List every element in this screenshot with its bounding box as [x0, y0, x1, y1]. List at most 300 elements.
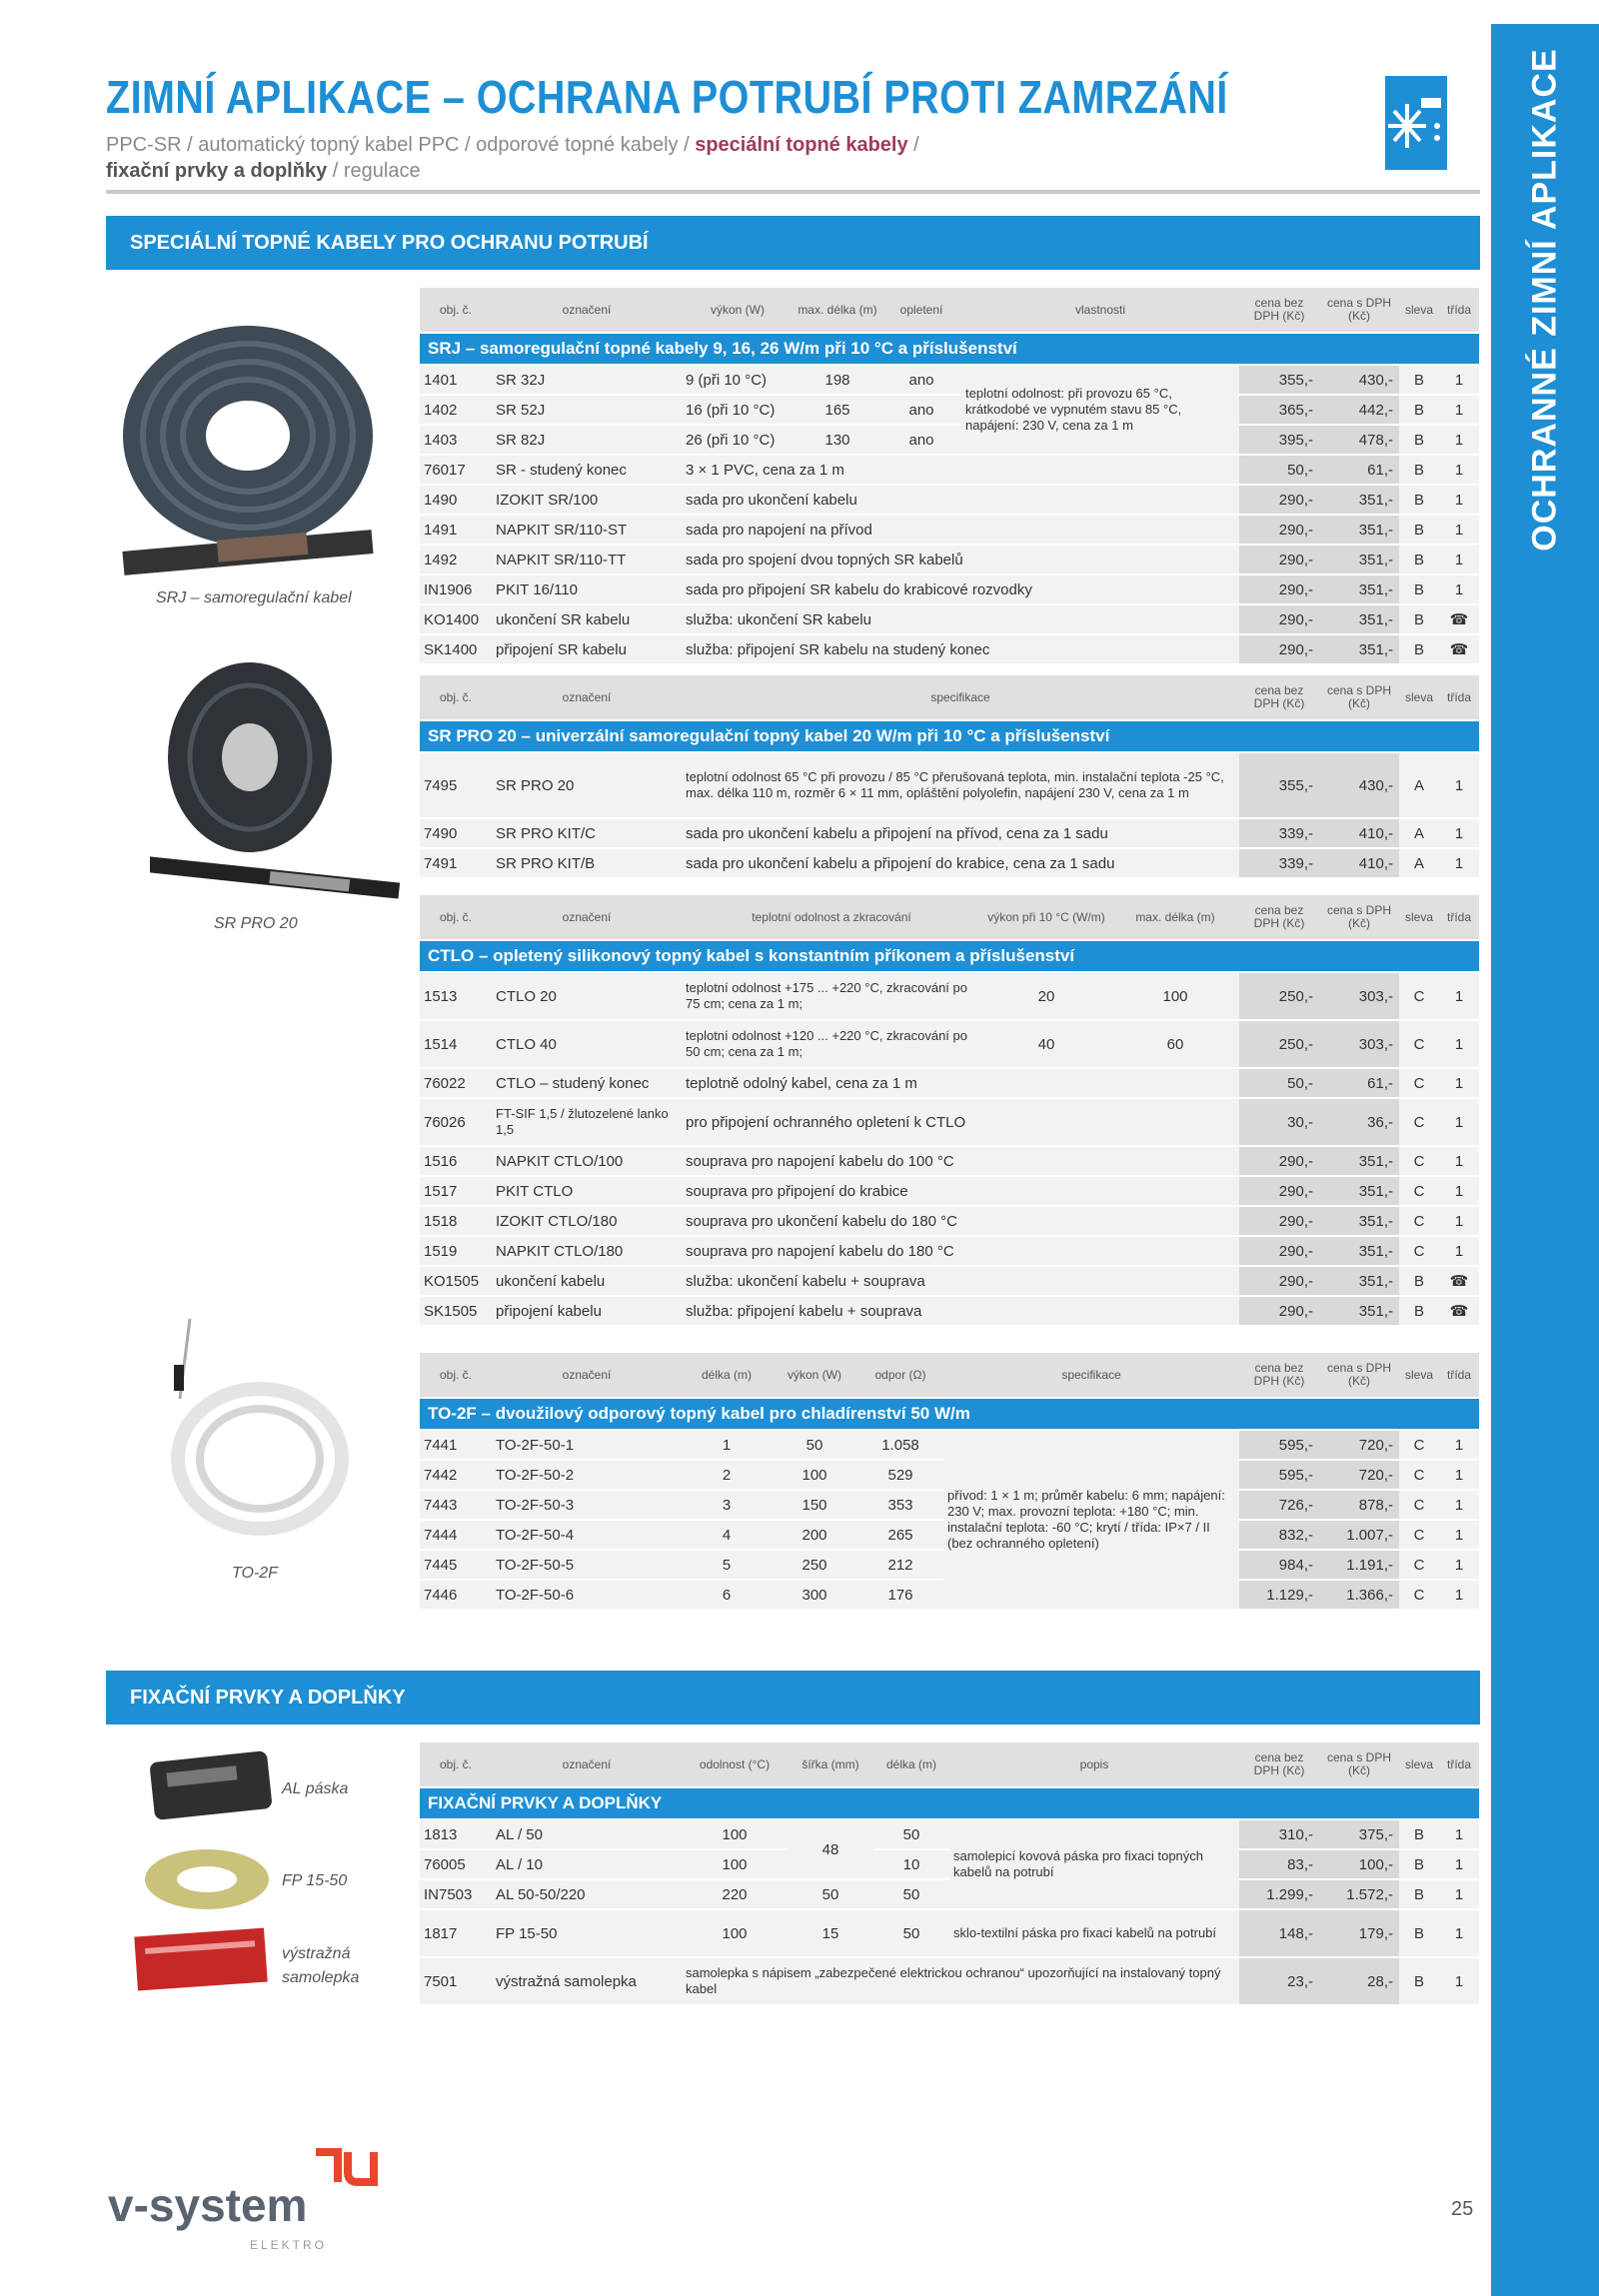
spec-cell: přívod: 1 × 1 m; průměr kabelu: 6 mm; napájení: 230 V; max. provozní teplota: +180 °C; min. instalační teplota: -60 °C; krytí / třída: IP×7 / II (bez ochranného opletení) [943, 1430, 1239, 1610]
obj-cell: SK1505 [420, 1296, 492, 1326]
price-cell: 83,- [1239, 1849, 1319, 1879]
discount-cell: C [1399, 1520, 1439, 1550]
power-cell: 200 [772, 1520, 857, 1550]
width-cell: 15 [788, 1909, 873, 1957]
length-cell: 6 [682, 1580, 772, 1610]
class-cell: 1 [1439, 1430, 1479, 1460]
obj-cell: 7443 [420, 1490, 492, 1520]
price-vat-cell: 61,- [1319, 455, 1399, 485]
breadcrumb-part[interactable]: fixační prvky a doplňky [106, 160, 328, 182]
caption-line: výstražná [282, 1945, 351, 1962]
discount-cell: A [1399, 818, 1439, 848]
obj-cell: 1513 [420, 972, 492, 1020]
price-vat-cell: 351,- [1319, 1146, 1399, 1176]
price-cell: 290,- [1239, 1206, 1319, 1236]
obj-cell: 1403 [420, 425, 492, 455]
obj-cell: IN7503 [420, 1879, 492, 1909]
col-header: třída [1439, 1742, 1479, 1787]
length-cell: 198 [794, 365, 881, 395]
col-header: obj. č. [420, 675, 492, 720]
price-vat-cell: 1.366,- [1319, 1580, 1399, 1610]
name-cell: SR 82J [492, 425, 682, 455]
price-cell: 290,- [1239, 634, 1319, 664]
page-number: 25 [1451, 2198, 1474, 2220]
to2f-table [420, 1353, 1479, 1611]
discount-cell: C [1399, 1430, 1439, 1460]
col-header: popis [949, 1742, 1239, 1787]
name-cell: TO-2F-50-2 [492, 1460, 682, 1490]
col-header: odpor (Ω) [857, 1353, 943, 1398]
price-vat-cell: 720,- [1319, 1430, 1399, 1460]
sidebar-title: OCHRANNÉ ZIMNÍ APLIKACE [1525, 48, 1564, 552]
discount-cell: C [1399, 1206, 1439, 1236]
desc-cell: samolepka s nápisem „zabezpečené elektrickou ochranou“ upozorňující na instalovaný topný kabel [682, 1957, 1239, 2005]
breadcrumb-part[interactable]: / regulace [327, 160, 421, 182]
breadcrumb-sep: / [907, 134, 919, 156]
name-cell: SR PRO 20 [492, 752, 682, 818]
breadcrumb [106, 132, 1005, 184]
price-cell: 250,- [1239, 972, 1319, 1020]
spec-cell: teplotní odolnost 65 °C při provozu / 85 °C přerušovaná teplota, min. instalační teplota -25 °C, max. délka 110 m, rozměr 6 × 11 mm, opláštění polyolefin, napájení 230 V, cena za 1 m [682, 752, 1239, 818]
logo-mark-icon [308, 2142, 388, 2188]
title-divider [106, 190, 1480, 194]
class-cell: 1 [1439, 1580, 1479, 1610]
col-header: odolnost (°C) [682, 1742, 788, 1787]
length-cell: 130 [794, 425, 881, 455]
properties-cell: teplotní odolnost: při provozu 65 °C, krátkodobé ve vypnutém stavu 85 °C, napájení: 230 V, cena za 1 m [961, 365, 1239, 455]
warning-sticker-image [132, 1926, 272, 1992]
price-cell: 290,- [1239, 515, 1319, 545]
obj-cell: 1518 [420, 1206, 492, 1236]
obj-cell: 7501 [420, 1957, 492, 2005]
col-header: sleva [1399, 288, 1439, 333]
col-header: třída [1439, 1353, 1479, 1398]
class-cell: 1 [1439, 365, 1479, 395]
col-header: cena bez DPH (Kč) [1239, 1742, 1319, 1787]
image-caption: SR PRO 20 [214, 915, 298, 932]
price-cell: 339,- [1239, 848, 1319, 878]
price-vat-cell: 410,- [1319, 818, 1399, 848]
desc-cell: služba: připojení SR kabelu na studený konec [682, 634, 1239, 664]
desc-cell: sada pro ukončení kabelu [682, 485, 1239, 515]
col-header: sleva [1399, 895, 1439, 940]
resistance-cell: 353 [857, 1490, 943, 1520]
resistance-cell: 265 [857, 1520, 943, 1550]
price-cell: 832,- [1239, 1520, 1319, 1550]
col-header: cena s DPH (Kč) [1319, 1353, 1399, 1398]
spec-cell: sada pro ukončení kabelu a připojení na přívod, cena za 1 sadu [682, 818, 1239, 848]
phone-icon: ☎ [1439, 1296, 1479, 1326]
srj-cable-image [118, 316, 398, 595]
length-cell: 165 [794, 395, 881, 425]
name-cell: AL / 50 [492, 1819, 682, 1849]
name-cell: CTLO 20 [492, 972, 682, 1020]
resistance-cell: 529 [857, 1460, 943, 1490]
class-cell: 1 [1439, 1957, 1479, 2005]
obj-cell: 1492 [420, 545, 492, 574]
col-header: označení [492, 675, 682, 720]
name-cell: SR PRO KIT/C [492, 818, 682, 848]
obj-cell: 7445 [420, 1550, 492, 1580]
image-caption: FP 15-50 [282, 1872, 348, 1889]
image-caption: AL páska [282, 1780, 349, 1797]
class-cell: 1 [1439, 1236, 1479, 1266]
price-vat-cell: 351,- [1319, 1236, 1399, 1266]
col-header: šířka (mm) [788, 1742, 873, 1787]
desc-cell: sklo-textilní páska pro fixaci kabelů na potrubí [949, 1909, 1239, 1957]
resistance-cell: 212 [857, 1550, 943, 1580]
braid-cell: ano [881, 395, 961, 425]
discount-cell: B [1399, 1266, 1439, 1296]
desc-cell: 3 × 1 PVC, cena za 1 m [682, 455, 1239, 485]
col-header: označení [492, 288, 682, 333]
price-cell: 365,- [1239, 395, 1319, 425]
length-cell: 50 [873, 1879, 949, 1909]
discount-cell: C [1399, 1020, 1439, 1068]
class-cell: 1 [1439, 425, 1479, 455]
col-header: obj. č. [420, 1742, 492, 1787]
class-cell: 1 [1439, 818, 1479, 848]
obj-cell: KO1400 [420, 604, 492, 634]
srpro-cable-image [150, 657, 410, 907]
image-caption [282, 1942, 359, 1990]
phone-icon: ☎ [1439, 604, 1479, 634]
class-cell: 1 [1439, 1176, 1479, 1206]
col-header: sleva [1399, 675, 1439, 720]
page-title: ZIMNÍ APLIKACE – OCHRANA POTRUBÍ PROTI ZAMRZÁNÍ [106, 71, 1228, 123]
obj-cell: 1401 [420, 365, 492, 395]
obj-cell: 1517 [420, 1176, 492, 1206]
class-cell: 1 [1439, 1020, 1479, 1068]
obj-cell: 1490 [420, 485, 492, 515]
section-header: SPECIÁLNÍ TOPNÉ KABELY PRO OCHRANU POTRUBÍ [106, 216, 1480, 270]
discount-cell: C [1399, 1460, 1439, 1490]
desc-cell: sada pro spojení dvou topných SR kabelů [682, 545, 1239, 574]
discount-cell: C [1399, 1580, 1439, 1610]
width-cell: 50 [788, 1879, 873, 1909]
obj-cell: 7441 [420, 1430, 492, 1460]
discount-cell: B [1399, 425, 1439, 455]
price-cell: 290,- [1239, 1236, 1319, 1266]
name-cell: PKIT 16/110 [492, 574, 682, 604]
discount-cell: B [1399, 395, 1439, 425]
name-cell: IZOKIT SR/100 [492, 485, 682, 515]
price-vat-cell: 410,- [1319, 848, 1399, 878]
class-cell: 1 [1439, 1098, 1479, 1146]
braid-cell: ano [881, 425, 961, 455]
spec-cell: sada pro ukončení kabelu a připojení do krabice, cena za 1 sadu [682, 848, 1239, 878]
discount-cell: C [1399, 1176, 1439, 1206]
desc-cell: souprava pro napojení kabelu do 180 °C [682, 1236, 1239, 1266]
price-vat-cell: 351,- [1319, 574, 1399, 604]
class-cell: 1 [1439, 545, 1479, 574]
discount-cell: B [1399, 515, 1439, 545]
desc-cell: služba: ukončení SR kabelu [682, 604, 1239, 634]
price-cell: 23,- [1239, 1957, 1319, 2005]
col-header: obj. č. [420, 895, 492, 940]
name-cell: NAPKIT SR/110-ST [492, 515, 682, 545]
name-cell: připojení kabelu [492, 1296, 682, 1326]
obj-cell: 76005 [420, 1849, 492, 1879]
price-cell: 395,- [1239, 425, 1319, 455]
price-cell: 290,- [1239, 604, 1319, 634]
desc-cell: teplotně odolný kabel, cena za 1 m [682, 1068, 1239, 1098]
power-cell: 150 [772, 1490, 857, 1520]
resistance-cell: 176 [857, 1580, 943, 1610]
name-cell: SR PRO KIT/B [492, 848, 682, 878]
desc-cell: sada pro připojení SR kabelu do krabicové rozvodky [682, 574, 1239, 604]
discount-cell: A [1399, 752, 1439, 818]
obj-cell: 7446 [420, 1580, 492, 1610]
price-vat-cell: 100,- [1319, 1849, 1399, 1879]
price-cell: 290,- [1239, 1146, 1319, 1176]
obj-cell: IN1906 [420, 574, 492, 604]
class-cell: 1 [1439, 1490, 1479, 1520]
col-header: teplotní odolnost a zkracování [682, 895, 981, 940]
price-cell: 310,- [1239, 1819, 1319, 1849]
logo-subtext: ELEKTRO [250, 2238, 328, 2252]
col-header: označení [492, 1353, 682, 1398]
desc-cell: souprava pro napojení kabelu do 100 °C [682, 1146, 1239, 1176]
class-cell: 1 [1439, 1520, 1479, 1550]
length-cell: 60 [1111, 1020, 1239, 1068]
price-cell: 290,- [1239, 1176, 1319, 1206]
class-cell: 1 [1439, 1206, 1479, 1236]
price-cell: 1.129,- [1239, 1580, 1319, 1610]
ctlo-table [420, 895, 1479, 1327]
obj-cell: 1519 [420, 1236, 492, 1266]
price-vat-cell: 1.191,- [1319, 1550, 1399, 1580]
col-header: cena bez DPH (Kč) [1239, 675, 1319, 720]
class-cell: 1 [1439, 1068, 1479, 1098]
desc-cell: souprava pro ukončení kabelu do 180 °C [682, 1206, 1239, 1236]
length-cell: 4 [682, 1520, 772, 1550]
obj-cell: 76017 [420, 455, 492, 485]
class-cell: 1 [1439, 1146, 1479, 1176]
price-cell: 290,- [1239, 485, 1319, 515]
class-cell: 1 [1439, 1879, 1479, 1909]
col-header: max. délka (m) [794, 288, 881, 333]
price-vat-cell: 878,- [1319, 1490, 1399, 1520]
discount-cell: B [1399, 1957, 1439, 2005]
class-cell: 1 [1439, 515, 1479, 545]
price-vat-cell: 303,- [1319, 972, 1399, 1020]
discount-cell: B [1399, 574, 1439, 604]
power-cell: 26 (při 10 °C) [682, 425, 794, 455]
obj-cell: 7495 [420, 752, 492, 818]
length-cell: 2 [682, 1460, 772, 1490]
col-header: obj. č. [420, 1353, 492, 1398]
name-cell: SR 32J [492, 365, 682, 395]
price-cell: 595,- [1239, 1430, 1319, 1460]
name-cell: AL / 10 [492, 1849, 682, 1879]
discount-cell: B [1399, 545, 1439, 574]
table-title: SR PRO 20 – univerzální samoregulační topný kabel 20 W/m při 10 °C a příslušenství [420, 720, 1479, 752]
price-vat-cell: 478,- [1319, 425, 1399, 455]
col-header: cena bez DPH (Kč) [1239, 895, 1319, 940]
price-vat-cell: 28,- [1319, 1957, 1399, 2005]
price-cell: 50,- [1239, 455, 1319, 485]
obj-cell: SK1400 [420, 634, 492, 664]
srj-table [420, 288, 1479, 665]
price-cell: 250,- [1239, 1020, 1319, 1068]
price-vat-cell: 430,- [1319, 752, 1399, 818]
phone-icon: ☎ [1439, 1266, 1479, 1296]
price-cell: 339,- [1239, 818, 1319, 848]
price-vat-cell: 351,- [1319, 1266, 1399, 1296]
section-header: FIXAČNÍ PRVKY A DOPLŇKY [106, 1671, 1480, 1724]
table-title: FIXAČNÍ PRVKY A DOPLŇKY [420, 1787, 1479, 1819]
price-vat-cell: 303,- [1319, 1020, 1399, 1068]
fixation-table [420, 1742, 1479, 2006]
name-cell: ukončení kabelu [492, 1266, 682, 1296]
length-cell: 100 [1111, 972, 1239, 1020]
obj-cell: 76026 [420, 1098, 492, 1146]
discount-cell: B [1399, 604, 1439, 634]
name-cell: NAPKIT SR/110-TT [492, 545, 682, 574]
table-title: SRJ – samoregulační topné kabely 9, 16, 26 W/m při 10 °C a příslušenství [420, 333, 1479, 365]
desc-cell: služba: ukončení kabelu + souprava [682, 1266, 1239, 1296]
discount-cell: B [1399, 365, 1439, 395]
braid-cell: ano [881, 365, 961, 395]
breadcrumb-current[interactable]: speciální topné kabely [695, 134, 908, 156]
price-cell: 290,- [1239, 1296, 1319, 1326]
class-cell: 1 [1439, 848, 1479, 878]
discount-cell: B [1399, 1819, 1439, 1849]
obj-cell: 7442 [420, 1460, 492, 1490]
price-vat-cell: 351,- [1319, 545, 1399, 574]
price-vat-cell: 351,- [1319, 604, 1399, 634]
price-cell: 595,- [1239, 1460, 1319, 1490]
phone-icon: ☎ [1439, 634, 1479, 664]
discount-cell: B [1399, 485, 1439, 515]
col-header: vlastnosti [961, 288, 1239, 333]
name-cell: TO-2F-50-6 [492, 1580, 682, 1610]
discount-cell: C [1399, 1490, 1439, 1520]
class-cell: 1 [1439, 455, 1479, 485]
price-vat-cell: 61,- [1319, 1068, 1399, 1098]
temp-cell: 100 [682, 1819, 788, 1849]
name-cell: TO-2F-50-4 [492, 1520, 682, 1550]
price-vat-cell: 351,- [1319, 485, 1399, 515]
class-cell: 1 [1439, 1550, 1479, 1580]
obj-cell: 1516 [420, 1146, 492, 1176]
price-vat-cell: 351,- [1319, 515, 1399, 545]
col-header: obj. č. [420, 288, 492, 333]
class-cell: 1 [1439, 395, 1479, 425]
al-tape-image [148, 1748, 274, 1820]
col-header: cena s DPH (Kč) [1319, 1742, 1399, 1787]
table-title: CTLO – opletený silikonový topný kabel s konstantním příkonem a příslušenství [420, 940, 1479, 972]
obj-cell: 1817 [420, 1909, 492, 1957]
col-header: cena s DPH (Kč) [1319, 895, 1399, 940]
obj-cell: 7491 [420, 848, 492, 878]
discount-cell: B [1399, 455, 1439, 485]
price-vat-cell: 1.572,- [1319, 1879, 1399, 1909]
discount-cell: C [1399, 1068, 1439, 1098]
price-vat-cell: 1.007,- [1319, 1520, 1399, 1550]
class-cell: 1 [1439, 574, 1479, 604]
name-cell: připojení SR kabelu [492, 634, 682, 664]
name-cell: NAPKIT CTLO/180 [492, 1236, 682, 1266]
to2f-cable-image [160, 1309, 350, 1549]
price-vat-cell: 351,- [1319, 634, 1399, 664]
price-vat-cell: 179,- [1319, 1909, 1399, 1957]
length-cell: 50 [873, 1909, 949, 1957]
length-cell: 1 [682, 1430, 772, 1460]
power-cell: 9 (při 10 °C) [682, 365, 794, 395]
discount-cell: C [1399, 1098, 1439, 1146]
image-caption: TO-2F [232, 1565, 278, 1582]
price-cell: 726,- [1239, 1490, 1319, 1520]
price-vat-cell: 442,- [1319, 395, 1399, 425]
power-cell: 16 (při 10 °C) [682, 395, 794, 425]
name-cell: FP 15-50 [492, 1909, 682, 1957]
price-vat-cell: 351,- [1319, 1296, 1399, 1326]
name-cell: TO-2F-50-1 [492, 1430, 682, 1460]
class-cell: 1 [1439, 1460, 1479, 1490]
col-header: třída [1439, 675, 1479, 720]
name-cell: TO-2F-50-3 [492, 1490, 682, 1520]
desc-cell: sada pro napojení na přívod [682, 515, 1239, 545]
breadcrumb-part[interactable]: PPC-SR / automatický topný kabel PPC / odporové topné kabely / [106, 134, 696, 156]
discount-cell: B [1399, 1909, 1439, 1957]
obj-cell: KO1505 [420, 1266, 492, 1296]
price-cell: 355,- [1239, 752, 1319, 818]
col-header: cena bez DPH (Kč) [1239, 288, 1319, 333]
price-vat-cell: 720,- [1319, 1460, 1399, 1490]
col-header: označení [492, 1742, 682, 1787]
col-header: specifikace [682, 675, 1239, 720]
length-cell: 10 [873, 1849, 949, 1879]
discount-cell: A [1399, 848, 1439, 878]
col-header: opletení [881, 288, 961, 333]
col-header: sleva [1399, 1353, 1439, 1398]
col-header: výkon (W) [772, 1353, 857, 1398]
power-cell: 100 [772, 1460, 857, 1490]
name-cell: PKIT CTLO [492, 1176, 682, 1206]
image-caption: SRJ – samoregulační kabel [156, 589, 352, 606]
spec-cell: teplotní odolnost +120 ... +220 °C, zkracování po 50 cm; cena za 1 m; [682, 1020, 981, 1068]
power-cell: 20 [981, 972, 1111, 1020]
col-header: délka (m) [682, 1353, 772, 1398]
price-cell: 1.299,- [1239, 1879, 1319, 1909]
length-cell: 5 [682, 1550, 772, 1580]
price-cell: 290,- [1239, 545, 1319, 574]
price-cell: 148,- [1239, 1909, 1319, 1957]
discount-cell: B [1399, 1849, 1439, 1879]
name-cell: AL 50-50/220 [492, 1879, 682, 1909]
discount-cell: C [1399, 1236, 1439, 1266]
class-cell: 1 [1439, 972, 1479, 1020]
name-cell: SR - studený konec [492, 455, 682, 485]
desc-cell: pro připojení ochranného opletení k CTLO [682, 1098, 1239, 1146]
temp-cell: 100 [682, 1909, 788, 1957]
col-header: sleva [1399, 1742, 1439, 1787]
name-cell: ukončení SR kabelu [492, 604, 682, 634]
obj-cell: 1491 [420, 515, 492, 545]
price-cell: 290,- [1239, 1266, 1319, 1296]
discount-cell: C [1399, 1550, 1439, 1580]
obj-cell: 1402 [420, 395, 492, 425]
name-cell: FT-SIF 1,5 / žlutozelené lanko 1,5 [492, 1098, 682, 1146]
srpro-table [420, 675, 1479, 879]
desc-cell: služba: připojení kabelu + souprava [682, 1296, 1239, 1326]
price-vat-cell: 351,- [1319, 1206, 1399, 1236]
class-cell: 1 [1439, 752, 1479, 818]
price-vat-cell: 351,- [1319, 1176, 1399, 1206]
name-cell: NAPKIT CTLO/100 [492, 1146, 682, 1176]
